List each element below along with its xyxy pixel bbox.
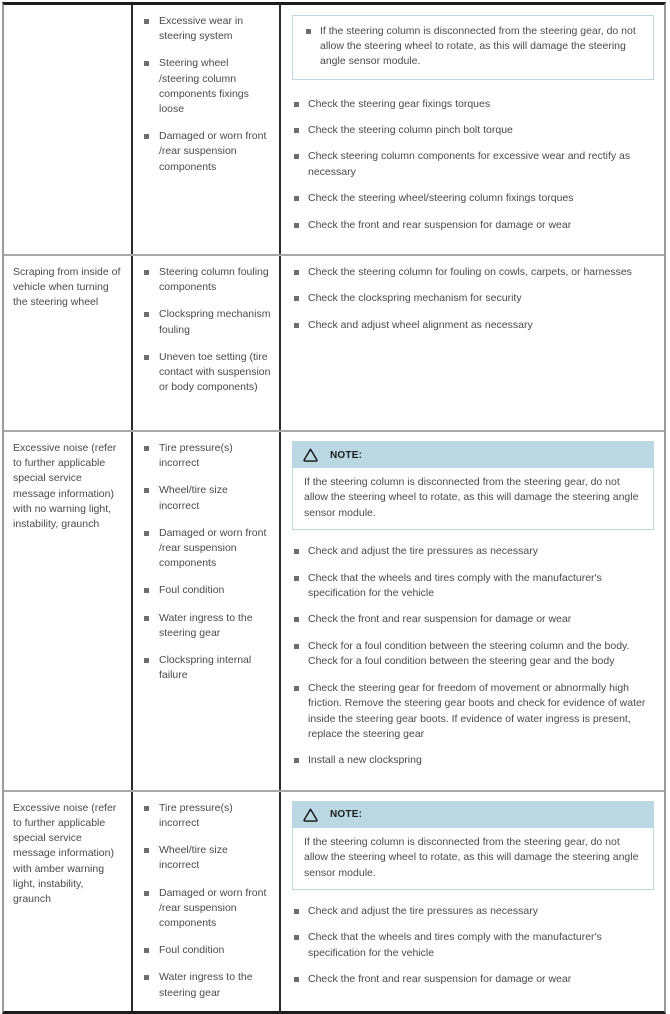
note-box	[292, 801, 654, 890]
warning-triangle-icon	[302, 447, 319, 463]
action-list	[292, 544, 654, 768]
symptom-cell	[4, 256, 133, 430]
cause-list	[142, 441, 271, 683]
diagnosis-table	[2, 2, 666, 1014]
possible-cause-cell	[133, 432, 281, 790]
table-row	[4, 256, 664, 432]
list-item: Tire pressure(s) incorrect	[142, 801, 271, 831]
note-box	[292, 441, 654, 530]
list-item: Excessive wear in steering system	[142, 14, 271, 44]
list-item: Foul condition	[142, 943, 271, 958]
list-item: Check that the wheels and tires comply with the manufacturer's specification for the vehicle	[292, 930, 654, 961]
note-header	[293, 442, 653, 468]
cause-list	[142, 14, 271, 175]
list-item: Foul condition	[142, 583, 271, 598]
list-item: Check the steering column pinch bolt torque	[292, 123, 654, 138]
list-item: Check the front and rear suspension for damage or wear	[292, 972, 654, 987]
action-list	[292, 265, 654, 333]
note-title: NOTE:	[330, 809, 363, 821]
list-item: Check the front and rear suspension for damage or wear	[292, 612, 654, 627]
list-item: Check steering column components for excessive wear and rectify as necessary	[292, 149, 654, 180]
list-item: Steering wheel /steering column components fixings loose	[142, 56, 271, 117]
note-header	[293, 802, 653, 828]
list-item: Water ingress to the steering gear	[142, 970, 271, 1000]
note-bullet-list	[303, 24, 643, 70]
action-list	[292, 904, 654, 988]
list-item: Install a new clockspring	[292, 753, 654, 768]
list-item: Check the front and rear suspension for damage or wear	[292, 218, 654, 233]
list-item: Check that the wheels and tires comply with the manufacturer's specification for the vehicle	[292, 571, 654, 602]
action-cell	[281, 256, 664, 430]
list-item: Check the steering gear for freedom of movement or abnormally high friction. Remove the steering gear boots and check for evidence of water inside the steering gear boots. If evidence of water ingress is present, replace the steering gear	[292, 681, 654, 743]
list-item: Check and adjust the tire pressures as necessary	[292, 544, 654, 559]
list-item: Steering column fouling components	[142, 265, 271, 295]
cause-list	[142, 265, 271, 395]
note-box-continued	[292, 15, 654, 80]
list-item: Check the steering column for fouling on cowls, carpets, or harnesses	[292, 265, 654, 280]
list-item: Damaged or worn front /rear suspension components	[142, 886, 271, 932]
list-item: Clockspring mechanism fouling	[142, 307, 271, 337]
list-item: Check the clockspring mechanism for security	[292, 291, 654, 306]
action-cell	[281, 792, 664, 1011]
symptom-cell	[4, 432, 133, 790]
symptom-text: Excessive noise (refer to further applicable special service message information) with no warning light, instability, graunch	[13, 442, 117, 531]
note-title: NOTE:	[330, 449, 363, 461]
list-item: Clockspring internal failure	[142, 653, 271, 683]
symptom-text: Excessive noise (refer to further applicable special service message information) with amber warning light, instability, graunch	[13, 801, 117, 905]
symptom-text: Scraping from inside of vehicle when turning the steering wheel	[13, 266, 121, 309]
note-body	[293, 16, 653, 79]
possible-cause-cell	[133, 792, 281, 1011]
list-item: Wheel/tire size incorrect	[142, 843, 271, 873]
table-row	[4, 432, 664, 792]
list-item: Check for a foul condition between the steering column and the body. Check for a foul condition between the steering gear and the body	[292, 639, 654, 670]
table-row	[4, 792, 664, 1011]
possible-cause-cell	[133, 256, 281, 430]
list-item: Check and adjust wheel alignment as necessary	[292, 318, 654, 333]
note-body: If the steering column is disconnected from the steering gear, do not allow the steering wheel to rotate, as this will damage the steering angle sensor module.	[304, 476, 639, 519]
action-list	[292, 97, 654, 233]
list-item: Check and adjust the tire pressures as necessary	[292, 904, 654, 919]
list-item: Uneven toe setting (tire contact with suspension or body components)	[142, 350, 271, 396]
symptom-cell	[4, 792, 133, 1011]
list-item: Water ingress to the steering gear	[142, 611, 271, 641]
action-cell	[281, 432, 664, 790]
note-body: If the steering column is disconnected from the steering gear, do not allow the steering wheel to rotate, as this will damage the steering angle sensor module.	[304, 835, 639, 879]
list-item: If the steering column is disconnected from the steering gear, do not allow the steering wheel to rotate, as this will damage the steering angle sensor module.	[303, 24, 643, 70]
cause-list	[142, 801, 271, 1001]
warning-triangle-icon	[302, 807, 319, 823]
list-item: Damaged or worn front /rear suspension components	[142, 129, 271, 175]
list-item: Check the steering wheel/steering column fixings torques	[292, 191, 654, 206]
list-item: Check the steering gear fixings torques	[292, 97, 654, 112]
list-item: Tire pressure(s) incorrect	[142, 441, 271, 471]
list-item: Damaged or worn front /rear suspension components	[142, 526, 271, 572]
action-cell	[281, 5, 664, 254]
possible-cause-cell	[133, 5, 281, 254]
symptom-cell	[4, 5, 133, 254]
list-item: Wheel/tire size incorrect	[142, 483, 271, 513]
table-row	[4, 5, 664, 256]
